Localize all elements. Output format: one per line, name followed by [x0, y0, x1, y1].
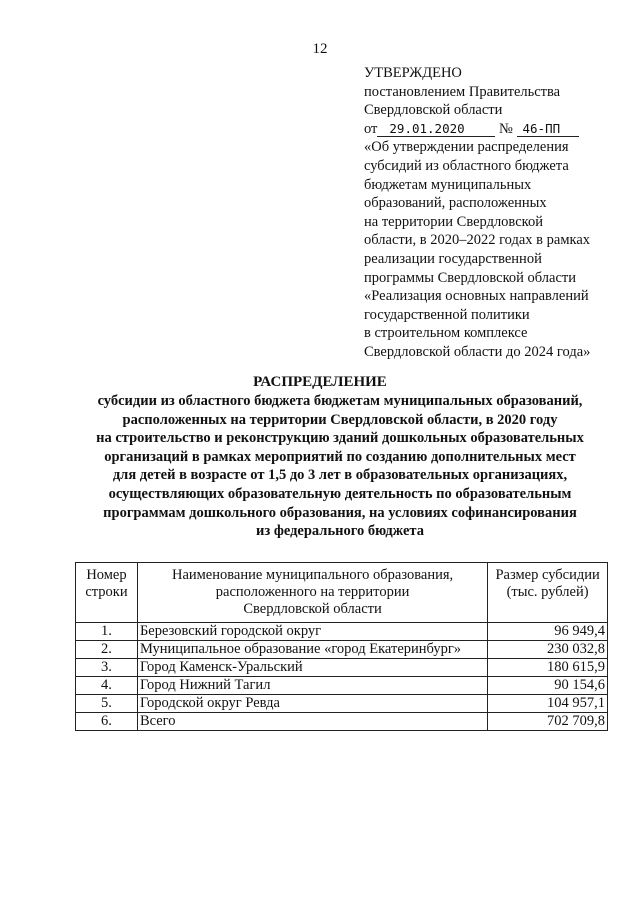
- subtitle-line: программам дошкольного образования, на условиях софинансирования: [103, 504, 577, 521]
- subsidy-amount: 96 949,4: [488, 623, 608, 641]
- subsidy-amount: 180 615,9: [488, 659, 608, 677]
- table-row: [76, 659, 608, 677]
- municipality-name: Муниципальное образование «город Екатеринбург»: [137, 641, 487, 659]
- table-row: [76, 695, 608, 713]
- subsidy-amount: 230 032,8: [488, 641, 608, 659]
- row-number: 4.: [76, 677, 138, 695]
- approval-title-line: в строительном комплексе: [364, 325, 528, 342]
- row-number: 5.: [76, 695, 138, 713]
- page-number: 12: [312, 41, 328, 57]
- subtitle-line: осуществляющих образовательную деятельность по образовательным: [108, 485, 572, 502]
- approval-title-line: бюджетам муниципальных: [364, 176, 532, 193]
- subtitle-line: из федерального бюджета: [256, 523, 424, 540]
- document-subtitle: [60, 392, 620, 541]
- approval-date-line: [364, 120, 634, 139]
- approval-title-line: «Об утверждении распределения: [364, 139, 569, 156]
- subtitle-line: субсидии из областного бюджета бюджетам муниципальных образований,: [97, 393, 583, 409]
- date-field: 29.01.2020: [377, 121, 495, 137]
- table-row: [76, 641, 608, 659]
- subtitle-line: организаций в рамках мероприятий по созданию дополнительных мест: [104, 448, 576, 465]
- row-number: 2.: [76, 641, 138, 659]
- header-amount: Размер субсидии (тыс. рублей): [488, 563, 608, 623]
- approval-title-line: субсидий из областного бюджета: [364, 157, 569, 174]
- approval-block: [364, 64, 634, 362]
- distribution-table: [75, 562, 608, 731]
- date-prefix: от: [364, 120, 378, 137]
- table-row: [76, 677, 608, 695]
- header-municipality: Наименование муниципального образования, расположенного на территории Свердловской области: [137, 563, 487, 623]
- number-prefix: №: [499, 120, 513, 137]
- table-header-row: [76, 563, 608, 623]
- subsidy-amount: 104 957,1: [488, 695, 608, 713]
- number-field: 46-ПП: [517, 121, 579, 137]
- approval-line: постановлением Правительства: [364, 83, 561, 100]
- approval-title-line: области, в 2020–2022 годах в рамках: [364, 232, 591, 249]
- table-total-row: [76, 713, 608, 731]
- municipality-name: Город Нижний Тагил: [137, 677, 487, 695]
- approval-title-line: Свердловской области до 2024 года»: [364, 343, 591, 360]
- municipality-name: Город Каменск-Уральский: [137, 659, 487, 677]
- header-row-number: Номер строки: [76, 563, 138, 623]
- row-number: 6.: [76, 713, 138, 731]
- subtitle-line: расположенных на территории Свердловской области, в 2020 году: [122, 411, 558, 428]
- approval-status: УТВЕРЖДЕНО: [364, 65, 462, 81]
- total-label: Всего: [137, 713, 487, 731]
- approval-title-line: программы Свердловской области: [364, 269, 577, 286]
- approval-title-line: реализации государственной: [364, 250, 542, 267]
- subtitle-line: на строительство и реконструкцию зданий дошкольных образовательных: [96, 430, 584, 447]
- row-number: 1.: [76, 623, 138, 641]
- table-row: [76, 623, 608, 641]
- total-amount: 702 709,8: [488, 713, 608, 731]
- subsidy-amount: 90 154,6: [488, 677, 608, 695]
- approval-title-line: образований, расположенных: [364, 195, 547, 212]
- municipality-name: Березовский городской округ: [137, 623, 487, 641]
- document-heading: РАСПРЕДЕЛЕНИЕ: [253, 374, 387, 390]
- approval-title-line: на территории Свердловской: [364, 213, 543, 230]
- approval-title-line: государственной политики: [364, 306, 530, 323]
- row-number: 3.: [76, 659, 138, 677]
- municipality-name: Городской округ Ревда: [137, 695, 487, 713]
- approval-title-line: «Реализация основных направлений: [364, 288, 589, 305]
- subtitle-line: для детей в возрасте от 1,5 до 3 лет в образовательных организациях,: [112, 467, 568, 484]
- approval-line: Свердловской области: [364, 102, 503, 119]
